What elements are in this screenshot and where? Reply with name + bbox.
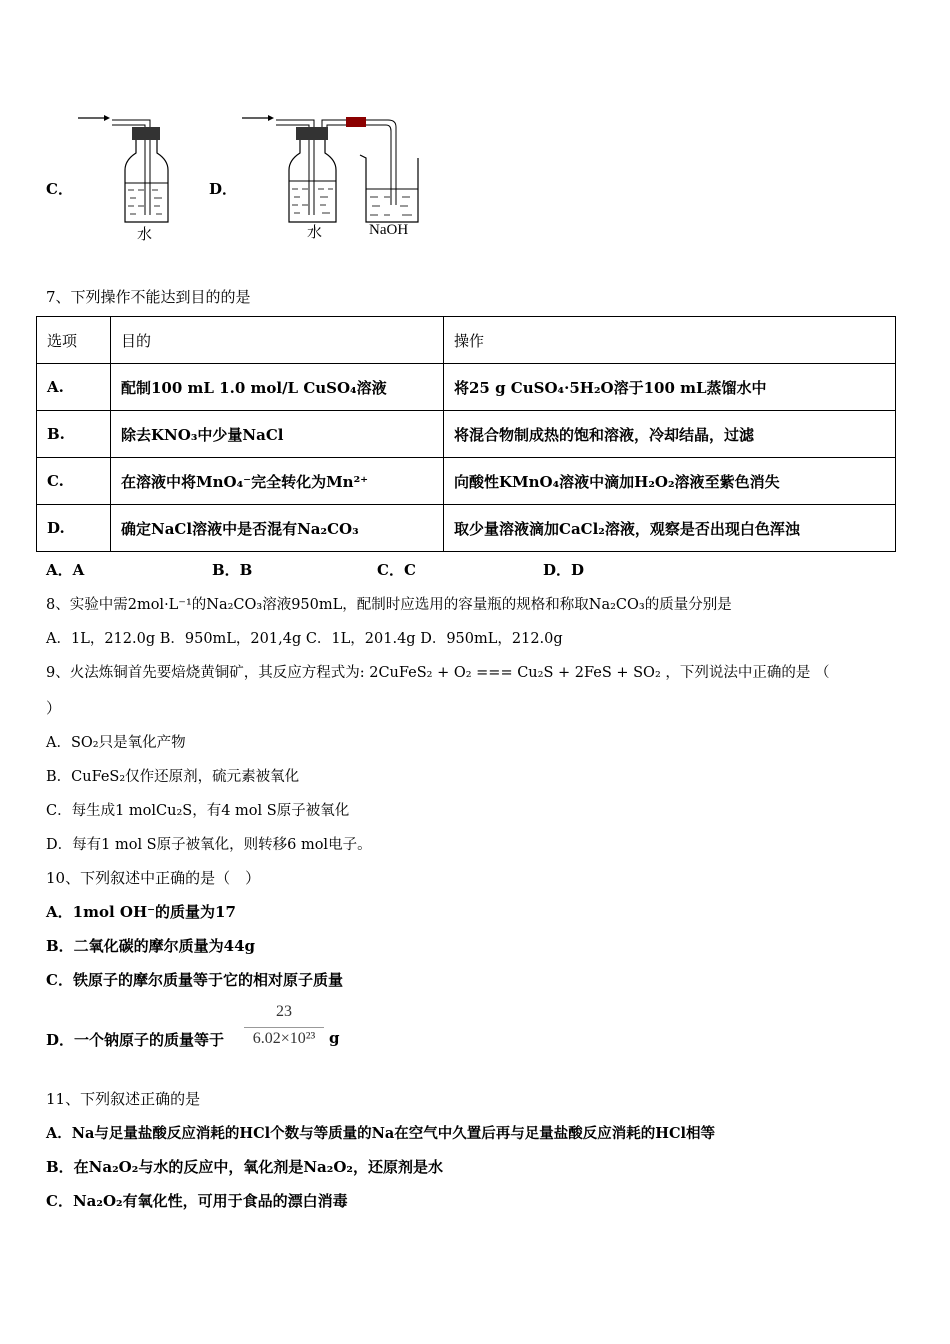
q9-option-d: D．每有1 mol S原子被氧化，则转移6 mol电子。: [46, 837, 372, 853]
q9-stem-cont: ）: [46, 699, 62, 717]
table-header-row: [37, 317, 896, 364]
q7-table: [36, 316, 896, 552]
q10-option-c: C．铁原子的摩尔质量等于它的相对原子质量: [46, 971, 343, 989]
water-label-d: 水: [307, 225, 323, 241]
q7-choice-b: B．B: [212, 561, 253, 579]
figure-label-d: D．: [209, 180, 238, 198]
q8-stem: 8、实验中需2mol·L⁻¹的Na₂CO₃溶液950mL，配制时应选用的容量瓶的规格和称取Na₂CO₃的质量分别是: [46, 597, 732, 613]
q7-stem: 7、下列操作不能达到目的的是: [46, 288, 251, 306]
figure-label-c: C．: [46, 180, 73, 198]
q11-option-b: B．在Na₂O₂与水的反应中，氧化剂是Na₂O₂，还原剂是水: [46, 1158, 443, 1176]
header-purpose: 目的: [111, 317, 444, 364]
fraction-denominator: 6.02×10²³: [252, 1030, 316, 1047]
q11-option-a: A．Na与足量盐酸反应消耗的HCl个数与等质量的Na在空气中久置后再与足量盐酸反应消耗的HCl相等: [46, 1125, 716, 1142]
row-operation: 取少量溶液滴加CaCl₂溶液，观察是否出现白色浑浊: [444, 505, 896, 552]
q11-option-c: C．Na₂O₂有氧化性，可用于食品的漂白消毒: [46, 1192, 348, 1210]
q10-option-b: B．二氧化碳的摩尔质量为44g: [46, 937, 256, 955]
water-label-c: 水: [137, 227, 153, 243]
row-option: D.: [37, 505, 111, 552]
row-operation: 将混合物制成热的饱和溶液，冷却结晶，过滤: [444, 411, 896, 458]
q11-stem: 11、下列叙述正确的是: [46, 1090, 201, 1108]
q10-option-d-unit: g: [329, 1029, 340, 1047]
q7-choice-a: A．A: [46, 561, 85, 579]
naoh-label: NaOH: [369, 222, 409, 238]
q9-option-c: C．每生成1 molCu₂S，有4 mol S原子被氧化: [46, 803, 350, 819]
row-purpose: 除去KNO₃中少量NaCl: [111, 411, 444, 458]
q7-choice-d: D．D: [543, 561, 585, 579]
table-row: [37, 411, 896, 458]
row-option: A.: [37, 364, 111, 411]
q7-choice-c: C．C: [377, 561, 416, 579]
q9-stem: 9、火法炼铜首先要焙烧黄铜矿，其反应方程式为: 2CuFeS₂ + O₂ === Cu₂S + 2FeS + SO₂ ，下列说法中正确的是 （: [46, 665, 830, 681]
row-option: B.: [37, 411, 111, 458]
row-operation: 将25 g CuSO₄·5H₂O溶于100 mL蒸馏水中: [444, 364, 896, 411]
row-purpose: 确定NaCl溶液中是否混有Na₂CO₃: [111, 505, 444, 552]
q8-choices: A．1L，212.0g B．950mL，201,4g C．1L，201.4g D．950mL，212.0g: [46, 631, 563, 647]
q9-option-b: B．CuFeS₂仅作还原剂，硫元素被氧化: [46, 769, 300, 785]
apparatus-d-figure: [238, 105, 438, 245]
table-row: [37, 505, 896, 552]
row-purpose: 在溶液中将MnO₄⁻完全转化为Mn²⁺: [111, 458, 444, 505]
q10-stem: 10、下列叙述中正确的是（ ）: [46, 869, 261, 887]
header-option: 选项: [37, 317, 111, 364]
row-operation: 向酸性KMnO₄溶液中滴加H₂O₂溶液至紫色消失: [444, 458, 896, 505]
q9-option-a: A．SO₂只是氧化产物: [46, 735, 186, 751]
q10-option-a: A．1mol OH⁻的质量为17: [46, 903, 236, 921]
table-row: [37, 458, 896, 505]
q10-option-d-prefix: D．一个钠原子的质量等于: [46, 1031, 225, 1049]
table-row: [37, 364, 896, 411]
apparatus-c-figure: [70, 105, 200, 245]
fraction-numerator: 23: [276, 1003, 292, 1020]
row-option: C.: [37, 458, 111, 505]
header-operation: 操作: [444, 317, 896, 364]
row-purpose: 配制100 mL 1.0 mol/L CuSO₄溶液: [111, 364, 444, 411]
fraction-bar: [244, 1027, 324, 1028]
